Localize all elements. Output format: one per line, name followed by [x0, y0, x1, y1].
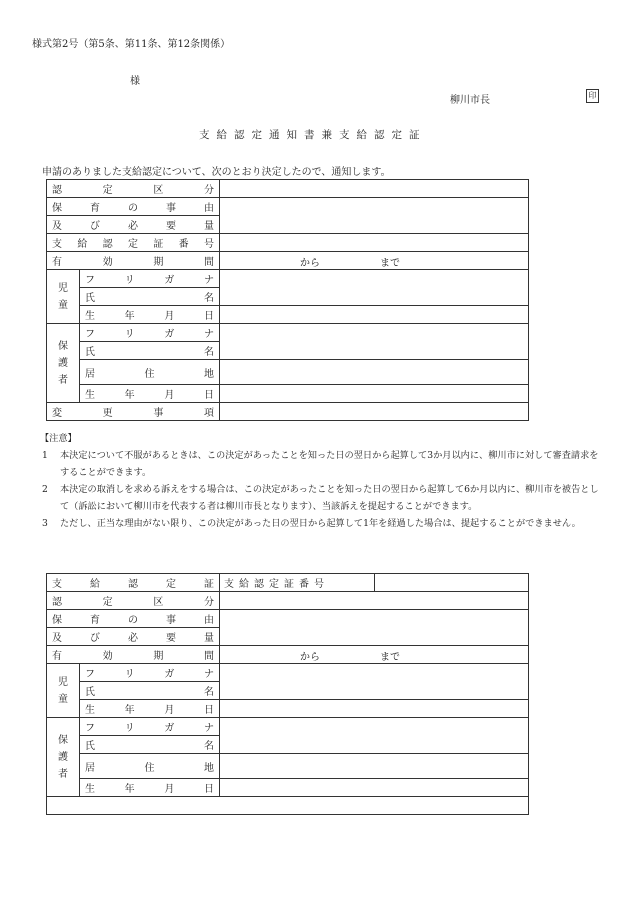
label-char: 生 — [85, 705, 95, 716]
value-certificate-number — [375, 574, 529, 592]
spread-label — [84, 343, 215, 358]
label-char: リ — [124, 669, 135, 680]
label-char: リ — [124, 275, 135, 286]
label-char: 生 — [85, 784, 95, 795]
label-child-name — [80, 288, 220, 306]
value-guardian-address — [220, 754, 529, 779]
note-text: ただし、正当な理由がない限り、この決定があった日の翌日から起算して1年を経過した場合は、提起することができません。 — [60, 518, 581, 529]
label-char: 区 — [153, 597, 164, 608]
label-char: 名 — [204, 347, 214, 358]
label-char: リ — [124, 723, 135, 734]
label-char: ナ — [203, 329, 214, 340]
label-char: の — [128, 615, 138, 626]
row-guardian-birthdate — [47, 385, 529, 403]
label-required-amount — [47, 216, 220, 234]
label-char: 年 — [124, 705, 135, 716]
label-child-birthdate — [80, 700, 220, 718]
value-childcare-reason — [220, 198, 529, 234]
note-number: 1 — [42, 450, 48, 461]
intro-text: 申請のありました支給認定について、次のとおり決定したので、通知します。 — [42, 167, 391, 178]
label-char: 地 — [204, 368, 214, 380]
spread-label — [51, 217, 215, 232]
label-char: 地 — [204, 762, 214, 774]
value-child-name — [220, 270, 529, 306]
label-char: 効 — [102, 651, 113, 662]
label-char: 定 — [166, 579, 176, 590]
label-char: フ — [85, 723, 95, 734]
label-validity-period — [47, 646, 220, 664]
label-char: 認 — [52, 185, 62, 196]
value-child-name — [220, 664, 529, 700]
label-char: 効 — [102, 257, 113, 268]
row-certificate-number — [47, 234, 529, 252]
label-char: 量 — [204, 633, 214, 644]
label-char: 必 — [128, 633, 138, 644]
group-child: 児童 — [47, 270, 80, 324]
note-text: 本決定について不服があるときは、この決定があったことを知った日の翌日から起算して3か月以内に、柳川市に対して審査請求をすることができます。 — [60, 450, 599, 478]
label-char: 給 — [90, 579, 100, 590]
label-char: 認 — [128, 579, 138, 590]
label-certification-category — [47, 180, 220, 198]
row-child-furigana — [47, 270, 529, 288]
note-item-2 — [40, 481, 606, 515]
value-child-birthdate — [220, 700, 529, 718]
label-char: ナ — [203, 669, 214, 680]
row-guardian-furigana — [47, 718, 529, 736]
note-number: 2 — [42, 484, 48, 495]
row-child-birthdate — [47, 306, 529, 324]
label-char: 必 — [128, 221, 138, 232]
row-blank-remarks — [47, 797, 529, 815]
label-char: 間 — [203, 651, 214, 662]
label-char: 定 — [102, 597, 113, 608]
label-char: 年 — [124, 390, 135, 401]
label-char: 氏 — [85, 687, 95, 698]
label-char: ナ — [203, 723, 214, 734]
row-guardian-furigana — [47, 324, 529, 342]
period-to: まで — [380, 258, 400, 269]
value-guardian-birthdate — [220, 385, 529, 403]
label-guardian-birthdate — [80, 779, 220, 797]
label-changes — [47, 403, 220, 421]
label-char: 区 — [153, 185, 164, 196]
label-guardian-birthdate — [80, 385, 220, 403]
label-char: 住 — [144, 762, 155, 774]
spread-label — [84, 737, 215, 752]
row-certification-category — [47, 180, 529, 198]
label-char: 及 — [52, 221, 62, 232]
certificate-table — [46, 573, 529, 815]
label-char: フ — [85, 329, 95, 340]
label-char: 日 — [203, 390, 214, 401]
period-from: から — [300, 652, 320, 663]
spread-label — [84, 719, 215, 734]
spread-label — [51, 629, 215, 644]
value-certificate-number — [220, 234, 529, 252]
label-child-furigana — [80, 270, 220, 288]
label-char: 要 — [166, 221, 176, 232]
label-char: 月 — [164, 705, 175, 716]
label-char: 氏 — [85, 741, 95, 752]
label-char: の — [128, 203, 138, 214]
label-char: 日 — [203, 311, 214, 322]
label-char: リ — [124, 329, 135, 340]
form-number: 様式第2号（第5条、第11条、第12条関係） — [32, 39, 231, 50]
label-char: 期 — [153, 257, 164, 268]
label-char: 年 — [124, 311, 135, 322]
label-char: 量 — [204, 221, 214, 232]
spread-label — [84, 759, 215, 774]
label-char: 住 — [144, 368, 155, 380]
note-item-3 — [40, 515, 606, 532]
value-validity-period — [220, 646, 529, 664]
label-char: 分 — [203, 185, 214, 196]
note-text: 本決定の取消しを求める訴えをする場合は、この決定があったことを知った日の翌日から起算して6か月以内に、柳川市を被告として（訴訟において柳川市を代表する者は柳川市長となります）、当該訴えを提起することができます。 — [60, 484, 599, 512]
label-char: ガ — [164, 669, 175, 680]
spread-label — [51, 181, 215, 196]
label-char: 保 — [52, 615, 62, 626]
addressee-suffix: 様 — [130, 76, 140, 87]
label-certificate-number — [47, 234, 220, 252]
label-char: 月 — [164, 311, 175, 322]
label-char: 間 — [203, 257, 214, 268]
spread-label — [51, 235, 215, 250]
value-guardian-name — [220, 324, 529, 360]
label-char: 事 — [166, 615, 176, 626]
notice-table — [46, 179, 529, 421]
period-to: まで — [380, 652, 400, 663]
row-certification-category — [47, 592, 529, 610]
label-char: 分 — [203, 597, 214, 608]
label-char: 由 — [204, 203, 214, 214]
label-char: 日 — [203, 705, 214, 716]
spread-label — [51, 575, 215, 590]
label-char: び — [90, 221, 100, 232]
row-child-birthdate — [47, 700, 529, 718]
row-validity-period — [47, 646, 529, 664]
label-char: び — [90, 633, 100, 644]
row-guardian-address — [47, 754, 529, 779]
label-childcare-reason — [47, 610, 220, 628]
label-char: 生 — [85, 311, 95, 322]
spread-label — [84, 365, 215, 380]
spread-label — [84, 780, 215, 795]
label-char: フ — [85, 669, 95, 680]
value-certification-category — [220, 180, 529, 198]
note-number: 3 — [42, 518, 48, 529]
label-char: 年 — [124, 784, 135, 795]
label-required-amount — [47, 628, 220, 646]
label-char: 証 — [153, 239, 164, 250]
row-child-furigana — [47, 664, 529, 682]
spread-label — [84, 386, 215, 401]
value-validity-period — [220, 252, 529, 270]
spread-label — [84, 271, 215, 286]
value-changes — [220, 403, 529, 421]
label-char: 名 — [204, 293, 214, 304]
label-char: 要 — [166, 633, 176, 644]
spread-label — [84, 665, 215, 680]
value-certification-category — [220, 592, 529, 610]
label-char: 号 — [203, 239, 214, 250]
document-title: 支給認定通知書兼支給認定証 — [199, 129, 427, 141]
spread-label — [51, 404, 215, 419]
label-char: 由 — [204, 615, 214, 626]
spread-label — [84, 683, 215, 698]
spread-label — [84, 289, 215, 304]
label-char: 番 — [178, 239, 189, 250]
label-char: 事 — [166, 203, 176, 214]
row-childcare-reason — [47, 198, 529, 216]
spread-label — [84, 325, 215, 340]
spread-label — [51, 253, 215, 268]
label-char: 月 — [164, 390, 175, 401]
issuer-name: 柳川市長 — [450, 95, 490, 106]
notes-heading: 【注意】 — [40, 433, 77, 444]
row-validity-period — [47, 252, 529, 270]
label-child-furigana — [80, 664, 220, 682]
spread-label — [51, 199, 215, 214]
label-guardian-address — [80, 754, 220, 779]
label-guardian-name — [80, 342, 220, 360]
value-guardian-birthdate — [220, 779, 529, 797]
spread-label — [84, 307, 215, 322]
label-guardian-furigana — [80, 324, 220, 342]
row-changes — [47, 403, 529, 421]
label-char: 氏 — [85, 347, 95, 358]
label-char: フ — [85, 275, 95, 286]
label-char: 期 — [153, 651, 164, 662]
notes-section — [40, 430, 606, 532]
label-char: 更 — [102, 408, 113, 419]
spread-label — [51, 647, 215, 662]
label-char: 証 — [204, 579, 214, 590]
label-char: 変 — [52, 408, 62, 419]
label-char: 名 — [204, 687, 214, 698]
label-char: 支 — [52, 239, 62, 250]
value-child-birthdate — [220, 306, 529, 324]
label-certificate-number: 支給認定証番号 — [220, 574, 375, 592]
label-guardian-name — [80, 736, 220, 754]
spread-label — [84, 701, 215, 716]
label-char: 定 — [127, 239, 138, 250]
label-char: 項 — [203, 408, 214, 419]
label-char: 育 — [90, 203, 100, 214]
label-char: 育 — [90, 615, 100, 626]
group-guardian: 保護者 — [47, 324, 80, 403]
value-childcare-reason — [220, 610, 529, 646]
label-char: ガ — [164, 723, 175, 734]
note-item-1 — [40, 447, 606, 481]
row-guardian-address — [47, 360, 529, 385]
label-char: 日 — [203, 784, 214, 795]
row-guardian-birthdate — [47, 779, 529, 797]
label-char: 居 — [85, 368, 95, 380]
period-from: から — [300, 258, 320, 269]
row-certificate-header — [47, 574, 529, 592]
label-child-birthdate — [80, 306, 220, 324]
label-char: 認 — [102, 239, 113, 250]
label-char: ガ — [164, 329, 175, 340]
label-char: 及 — [52, 633, 62, 644]
row-childcare-reason — [47, 610, 529, 628]
label-char: 有 — [52, 257, 62, 268]
group-guardian: 保護者 — [47, 718, 80, 797]
label-char: 生 — [85, 390, 95, 401]
label-char: 支 — [52, 579, 62, 590]
label-char: 居 — [85, 762, 95, 774]
label-guardian-furigana — [80, 718, 220, 736]
label-char: 名 — [204, 741, 214, 752]
group-child: 児童 — [47, 664, 80, 718]
label-certification-category — [47, 592, 220, 610]
label-guardian-address — [80, 360, 220, 385]
label-char: ガ — [164, 275, 175, 286]
value-guardian-name — [220, 718, 529, 754]
spread-label — [51, 593, 215, 608]
label-char: 保 — [52, 203, 62, 214]
label-certificate — [47, 574, 220, 592]
value-guardian-address — [220, 360, 529, 385]
blank-remarks-cell — [47, 797, 529, 815]
label-char: 認 — [52, 597, 62, 608]
label-childcare-reason — [47, 198, 220, 216]
label-char: 事 — [153, 408, 164, 419]
seal-mark: 印 — [586, 89, 599, 103]
label-char: 定 — [102, 185, 113, 196]
label-child-name — [80, 682, 220, 700]
label-char: 給 — [77, 239, 88, 250]
spread-label — [51, 611, 215, 626]
label-char: ナ — [203, 275, 214, 286]
label-char: 氏 — [85, 293, 95, 304]
label-validity-period — [47, 252, 220, 270]
label-char: 月 — [164, 784, 175, 795]
label-char: 有 — [52, 651, 62, 662]
